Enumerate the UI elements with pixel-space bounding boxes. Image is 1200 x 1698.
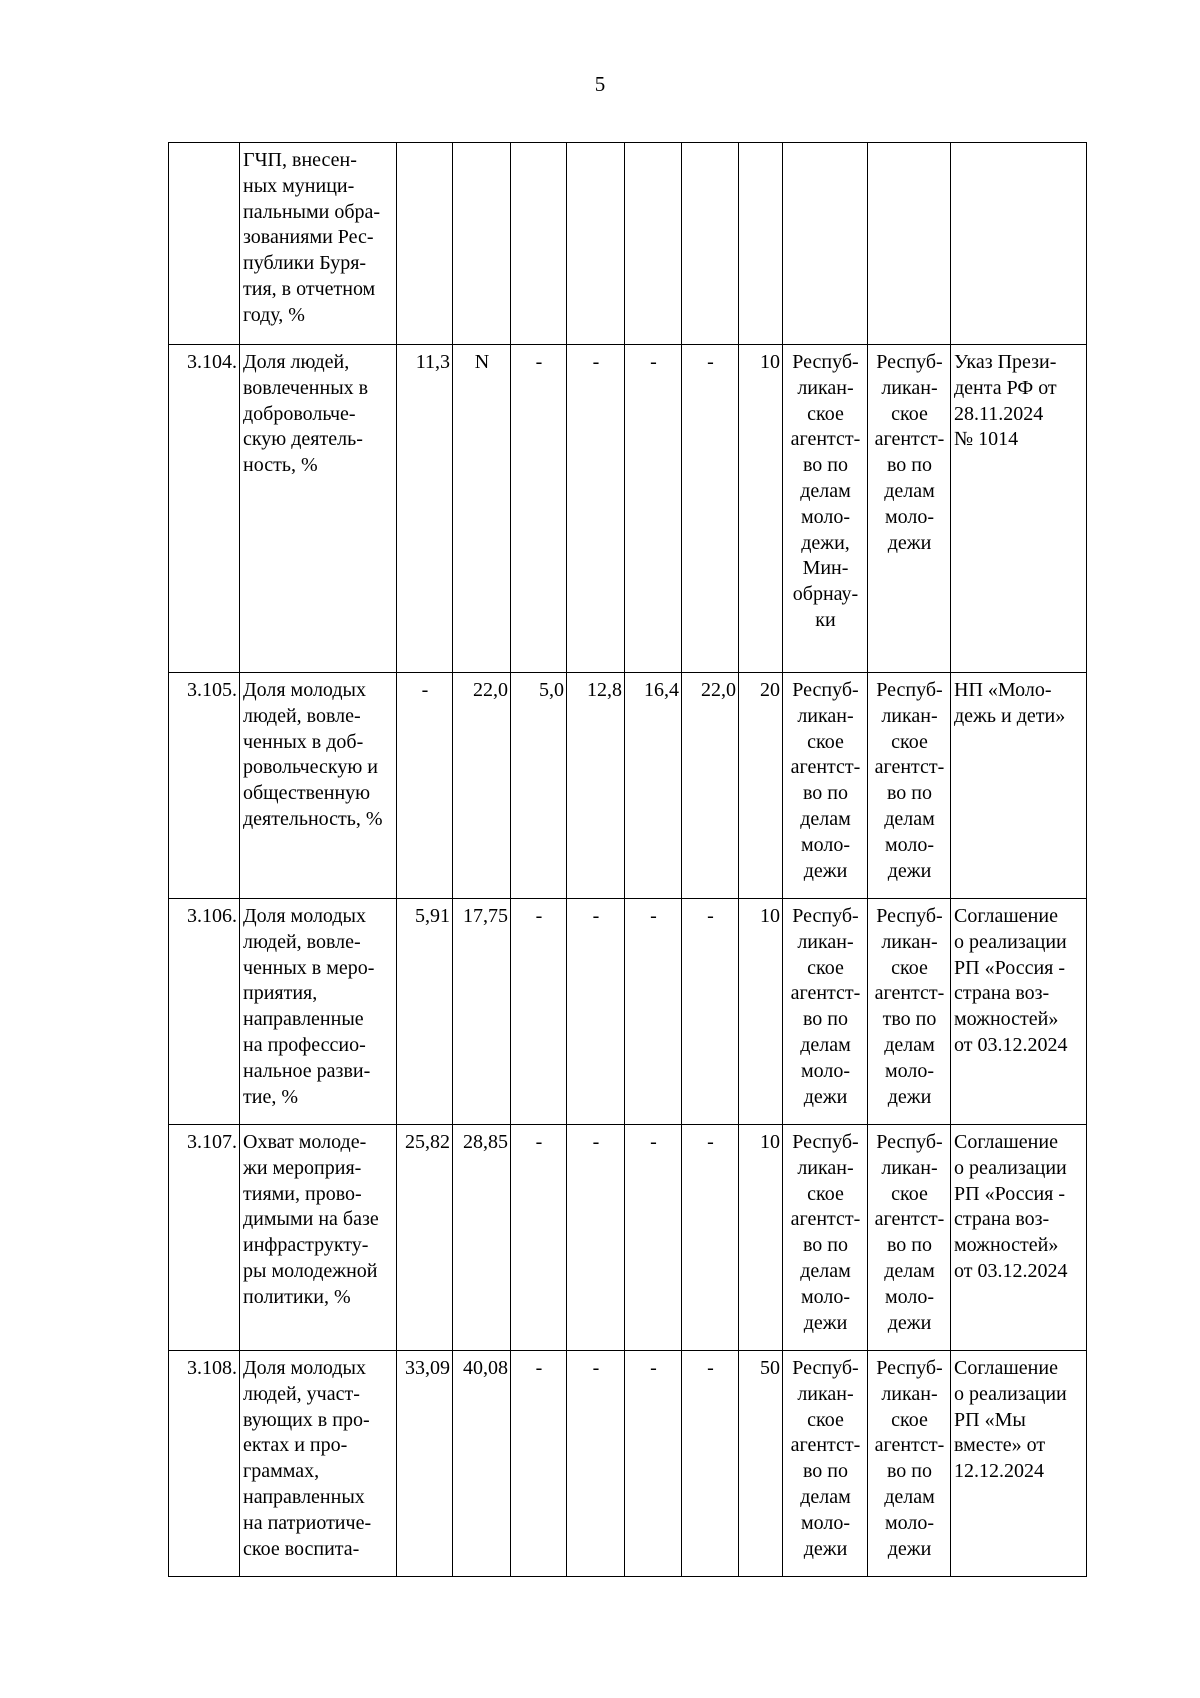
coexecutor-org: Респуб- ликан- ское агентст- тво по делам моло- дежи xyxy=(868,899,951,1125)
table-row xyxy=(169,1351,1087,1577)
value-cell-3: - xyxy=(511,1125,567,1351)
legal-basis xyxy=(951,143,1087,345)
table-row xyxy=(169,899,1087,1125)
value-cell-3: - xyxy=(511,345,567,673)
value-cell-5: - xyxy=(625,899,682,1125)
row-number: 3.104. xyxy=(169,345,240,673)
value-cell-3 xyxy=(511,143,567,345)
value-cell-6: - xyxy=(682,1125,739,1351)
table-row xyxy=(169,345,1087,673)
value-cell-5: - xyxy=(625,1351,682,1577)
value-cell-5: - xyxy=(625,1125,682,1351)
value-cell-4: - xyxy=(567,1351,625,1577)
value-cell-2: 17,75 xyxy=(453,899,511,1125)
legal-basis: Соглашение о реализации РП «Мы вместе» от 12.12.2024 xyxy=(951,1351,1087,1577)
value-cell-6 xyxy=(682,143,739,345)
indicators-table xyxy=(168,142,1087,1577)
value-cell-6: - xyxy=(682,899,739,1125)
value-cell-4: 12,8 xyxy=(567,673,625,899)
responsible-org: Респуб- ликан- ское агентст- во по делам моло- дежи xyxy=(783,1351,868,1577)
table-row xyxy=(169,143,1087,345)
value-cell-6: - xyxy=(682,345,739,673)
responsible-org xyxy=(783,143,868,345)
value-cell-2: N xyxy=(453,345,511,673)
target-value: 10 xyxy=(739,345,783,673)
indicator-name: Доля молодых людей, вовле- ченных в меро- приятия, направленные на профессио- нальное разви- тие, % xyxy=(240,899,397,1125)
row-number: 3.108. xyxy=(169,1351,240,1577)
coexecutor-org xyxy=(868,143,951,345)
responsible-org: Респуб- ликан- ское агентст- во по делам моло- дежи xyxy=(783,673,868,899)
legal-basis: Соглашение о реализации РП «Россия - страна воз- можностей» от 03.12.2024 xyxy=(951,899,1087,1125)
coexecutor-org: Респуб- ликан- ское агентст- во по делам моло- дежи xyxy=(868,1125,951,1351)
responsible-org: Респуб- ликан- ское агентст- во по делам моло- дежи xyxy=(783,1125,868,1351)
value-cell-2: 22,0 xyxy=(453,673,511,899)
responsible-org: Респуб- ликан- ское агентст- во по делам моло- дежи xyxy=(783,899,868,1125)
value-cell-6: 22,0 xyxy=(682,673,739,899)
coexecutor-org: Респуб- ликан- ское агентст- во по делам моло- дежи xyxy=(868,1351,951,1577)
row-number: 3.105. xyxy=(169,673,240,899)
target-value: 50 xyxy=(739,1351,783,1577)
value-cell-2: 28,85 xyxy=(453,1125,511,1351)
legal-basis: Указ Прези- дента РФ от 28.11.2024 № 1014 xyxy=(951,345,1087,673)
value-cell-5: 16,4 xyxy=(625,673,682,899)
indicator-name: Доля молодых людей, участ- вующих в про- ектах и про- граммах, направленных на патриотиче- ское воспита- xyxy=(240,1351,397,1577)
indicator-name: ГЧП, внесен- ных муници- пальными обра- зованиями Рес- публики Буря- тия, в отчетном году, % xyxy=(240,143,397,345)
responsible-org: Респуб- ликан- ское агентст- во по делам моло- дежи, Мин- обрнау- ки xyxy=(783,345,868,673)
value-cell-5: - xyxy=(625,345,682,673)
row-number: 3.107. xyxy=(169,1125,240,1351)
value-cell-1: 11,3 xyxy=(397,345,453,673)
target-value: 10 xyxy=(739,899,783,1125)
coexecutor-org: Респуб- ликан- ское агентст- во по делам моло- дежи xyxy=(868,673,951,899)
legal-basis: Соглашение о реализации РП «Россия - страна воз- можностей» от 03.12.2024 xyxy=(951,1125,1087,1351)
value-cell-4: - xyxy=(567,899,625,1125)
indicator-name: Охват молоде- жи мероприя- тиями, прово- димыми на базе инфраструкту- ры молодежной политики, % xyxy=(240,1125,397,1351)
value-cell-4: - xyxy=(567,1125,625,1351)
value-cell-1: - xyxy=(397,673,453,899)
target-value: 20 xyxy=(739,673,783,899)
target-value: 10 xyxy=(739,1125,783,1351)
value-cell-1 xyxy=(397,143,453,345)
value-cell-4: - xyxy=(567,345,625,673)
page-number: 5 xyxy=(594,72,606,96)
indicator-name: Доля людей, вовлеченных в добровольче- скую деятель- ность, % xyxy=(240,345,397,673)
value-cell-3: - xyxy=(511,899,567,1125)
value-cell-1: 33,09 xyxy=(397,1351,453,1577)
table-row xyxy=(169,673,1087,899)
target-value xyxy=(739,143,783,345)
legal-basis: НП «Моло- дежь и дети» xyxy=(951,673,1087,899)
value-cell-1: 5,91 xyxy=(397,899,453,1125)
value-cell-2: 40,08 xyxy=(453,1351,511,1577)
value-cell-1: 25,82 xyxy=(397,1125,453,1351)
value-cell-2 xyxy=(453,143,511,345)
value-cell-4 xyxy=(567,143,625,345)
coexecutor-org: Респуб- ликан- ское агентст- во по делам моло- дежи xyxy=(868,345,951,673)
value-cell-6: - xyxy=(682,1351,739,1577)
row-number xyxy=(169,143,240,345)
value-cell-3: 5,0 xyxy=(511,673,567,899)
value-cell-3: - xyxy=(511,1351,567,1577)
indicator-name: Доля молодых людей, вовле- ченных в доб- ровольческую и общественную деятельность, % xyxy=(240,673,397,899)
row-number: 3.106. xyxy=(169,899,240,1125)
table-row xyxy=(169,1125,1087,1351)
value-cell-5 xyxy=(625,143,682,345)
